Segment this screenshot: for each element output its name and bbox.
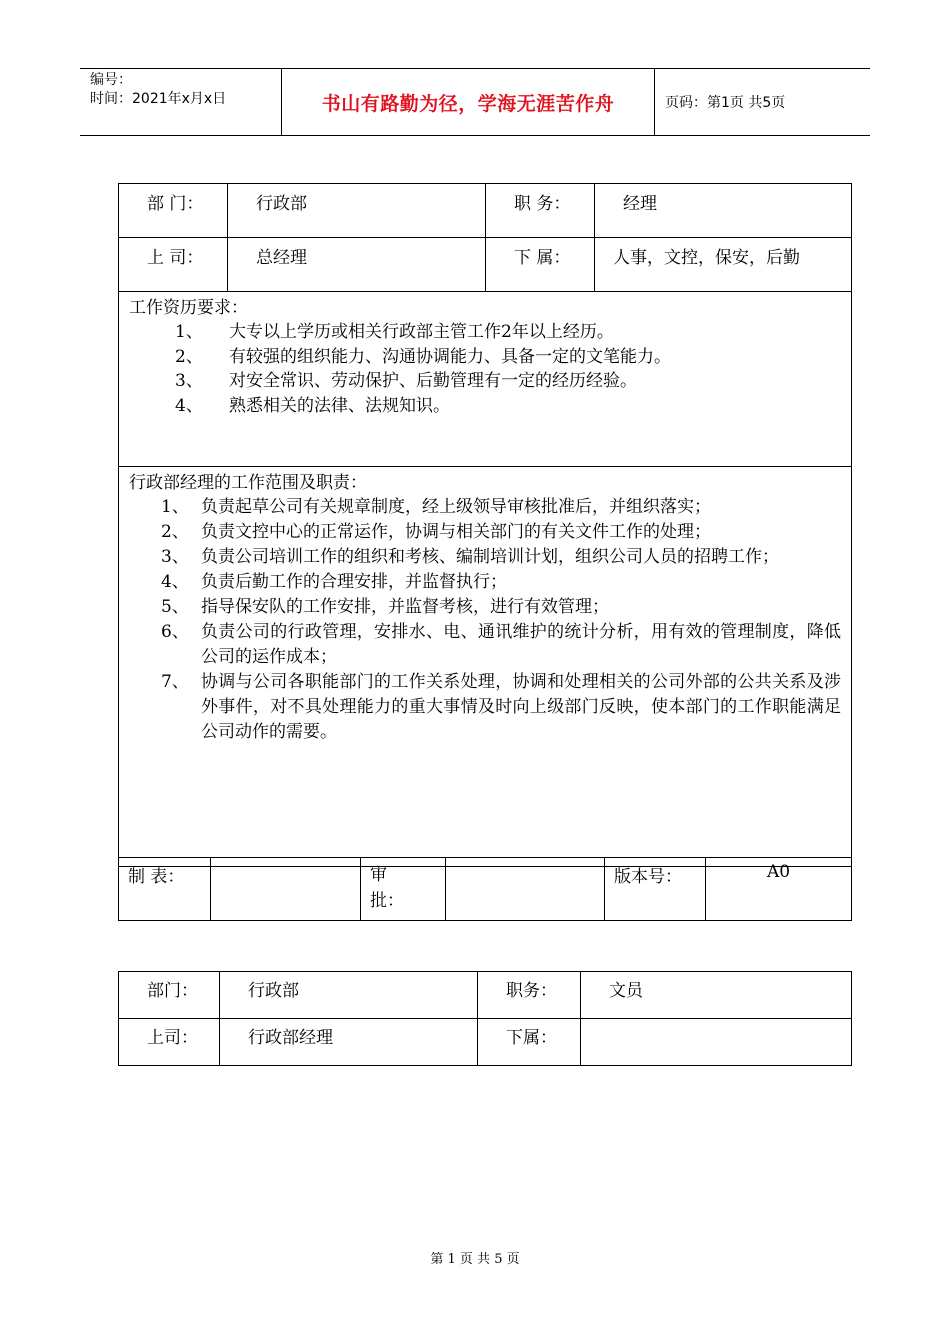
dept-value: 行政部 bbox=[220, 972, 478, 1019]
boss-label: 上 司： bbox=[119, 238, 228, 292]
approve-label-line1: 审 bbox=[370, 865, 387, 885]
dept-label: 部 门： bbox=[119, 184, 228, 238]
list-item-text: 协调与公司各职能部门的工作关系处理，协调和处理相关的公司外部的公共关系及涉外事件，对不具处理能力的重大事情及时向上级部门反映，使本部门的工作职能满足公司动作的需要。 bbox=[201, 672, 841, 742]
position-label: 职 务： bbox=[486, 184, 595, 238]
list-item-text: 负责公司培训工作的组织和考核、编制培训计划，组织公司人员的招聘工作； bbox=[201, 547, 779, 567]
approve-value bbox=[446, 858, 605, 921]
list-item-number: 1、 bbox=[161, 497, 189, 517]
qualification-section bbox=[119, 292, 852, 467]
page-header bbox=[80, 68, 870, 136]
list-item-number: 4、 bbox=[175, 395, 203, 416]
list-item bbox=[129, 320, 841, 345]
list-item bbox=[129, 670, 841, 745]
list-item-text: 负责文控中心的正常运作，协调与相关部门的有关文件工作的处理； bbox=[201, 522, 711, 542]
sub-value: 人事，文控，保安，后勤 bbox=[595, 238, 852, 292]
sub-value bbox=[581, 1019, 852, 1066]
page-number: 第 1 页 共 5 页 bbox=[430, 1252, 520, 1267]
table-row bbox=[119, 184, 852, 238]
list-item-number: 6、 bbox=[161, 622, 189, 642]
list-item bbox=[129, 570, 841, 595]
list-item-number: 4、 bbox=[161, 572, 189, 592]
list-item-text: 熟悉相关的法律、法规知识。 bbox=[229, 395, 450, 416]
list-item-text: 大专以上学历或相关行政部主管工作2年以上经历。 bbox=[229, 322, 614, 342]
list-item-number: 5、 bbox=[161, 597, 189, 617]
duty-list bbox=[129, 495, 841, 745]
position-label: 职务： bbox=[478, 972, 581, 1019]
table-row bbox=[119, 238, 852, 292]
sub-label: 下 属： bbox=[486, 238, 595, 292]
clerk-job-table bbox=[118, 971, 852, 1066]
duty-section bbox=[119, 467, 852, 867]
qualification-list bbox=[129, 320, 841, 418]
list-item-number: 2、 bbox=[175, 346, 203, 367]
manager-approval-table bbox=[118, 857, 852, 921]
position-value: 经理 bbox=[595, 184, 852, 238]
dept-value: 行政部 bbox=[228, 184, 486, 238]
list-item-text: 对安全常识、劳动保护、后勤管理有一定的经历经验。 bbox=[229, 371, 637, 391]
list-item-number: 2、 bbox=[161, 522, 189, 542]
qualification-title: 工作资历要求： bbox=[129, 298, 248, 318]
list-item-text: 指导保安队的工作安排，并监督考核，进行有效管理； bbox=[201, 597, 609, 617]
list-item bbox=[129, 545, 841, 570]
list-item-number: 7、 bbox=[161, 672, 189, 692]
table-row bbox=[119, 292, 852, 467]
list-item bbox=[129, 595, 841, 620]
time-label: 时间：2021年x月x日 bbox=[90, 91, 227, 107]
dept-label: 部门： bbox=[119, 972, 220, 1019]
table-row bbox=[119, 972, 852, 1019]
approve-label-line2: 批： bbox=[370, 891, 404, 911]
list-item bbox=[129, 495, 841, 520]
version-value: A0 bbox=[706, 858, 852, 921]
list-item bbox=[129, 394, 841, 419]
list-item bbox=[129, 620, 841, 670]
list-item-text: 负责公司的行政管理，安排水、电、通讯维护的统计分析，用有效的管理制度，降低公司的运作成本； bbox=[201, 622, 841, 667]
maker-value bbox=[211, 858, 361, 921]
header-motto: 书山有路勤为径，学海无涯苦作舟 bbox=[282, 69, 655, 135]
boss-label: 上司： bbox=[119, 1019, 220, 1066]
approve-label bbox=[361, 858, 446, 921]
list-item-text: 负责起草公司有关规章制度，经上级领导审核批准后，并组织落实； bbox=[201, 497, 711, 517]
position-value: 文员 bbox=[581, 972, 852, 1019]
list-item-number: 3、 bbox=[175, 371, 203, 391]
table-row bbox=[119, 1019, 852, 1066]
list-item-text: 有较强的组织能力、沟通协调能力、具备一定的文笔能力。 bbox=[229, 346, 671, 367]
list-item bbox=[129, 520, 841, 545]
boss-value: 总经理 bbox=[228, 238, 486, 292]
list-item-number: 3、 bbox=[161, 547, 189, 567]
list-item-number: 1、 bbox=[175, 322, 203, 342]
header-meta bbox=[80, 69, 282, 135]
manager-job-table bbox=[118, 183, 852, 867]
version-label: 版本号： bbox=[605, 858, 706, 921]
list-item bbox=[129, 369, 841, 394]
maker-label: 制 表： bbox=[119, 858, 211, 921]
serial-label: 编号： bbox=[90, 72, 132, 88]
sub-label: 下属： bbox=[478, 1019, 581, 1066]
boss-value: 行政部经理 bbox=[220, 1019, 478, 1066]
table-row bbox=[119, 858, 852, 921]
list-item bbox=[129, 345, 841, 370]
table-row bbox=[119, 467, 852, 867]
header-page-label: 页码：第1页 共5页 bbox=[665, 95, 786, 111]
duty-title: 行政部经理的工作范围及职责： bbox=[129, 473, 367, 493]
list-item-text: 负责后勤工作的合理安排，并监督执行； bbox=[201, 572, 507, 592]
